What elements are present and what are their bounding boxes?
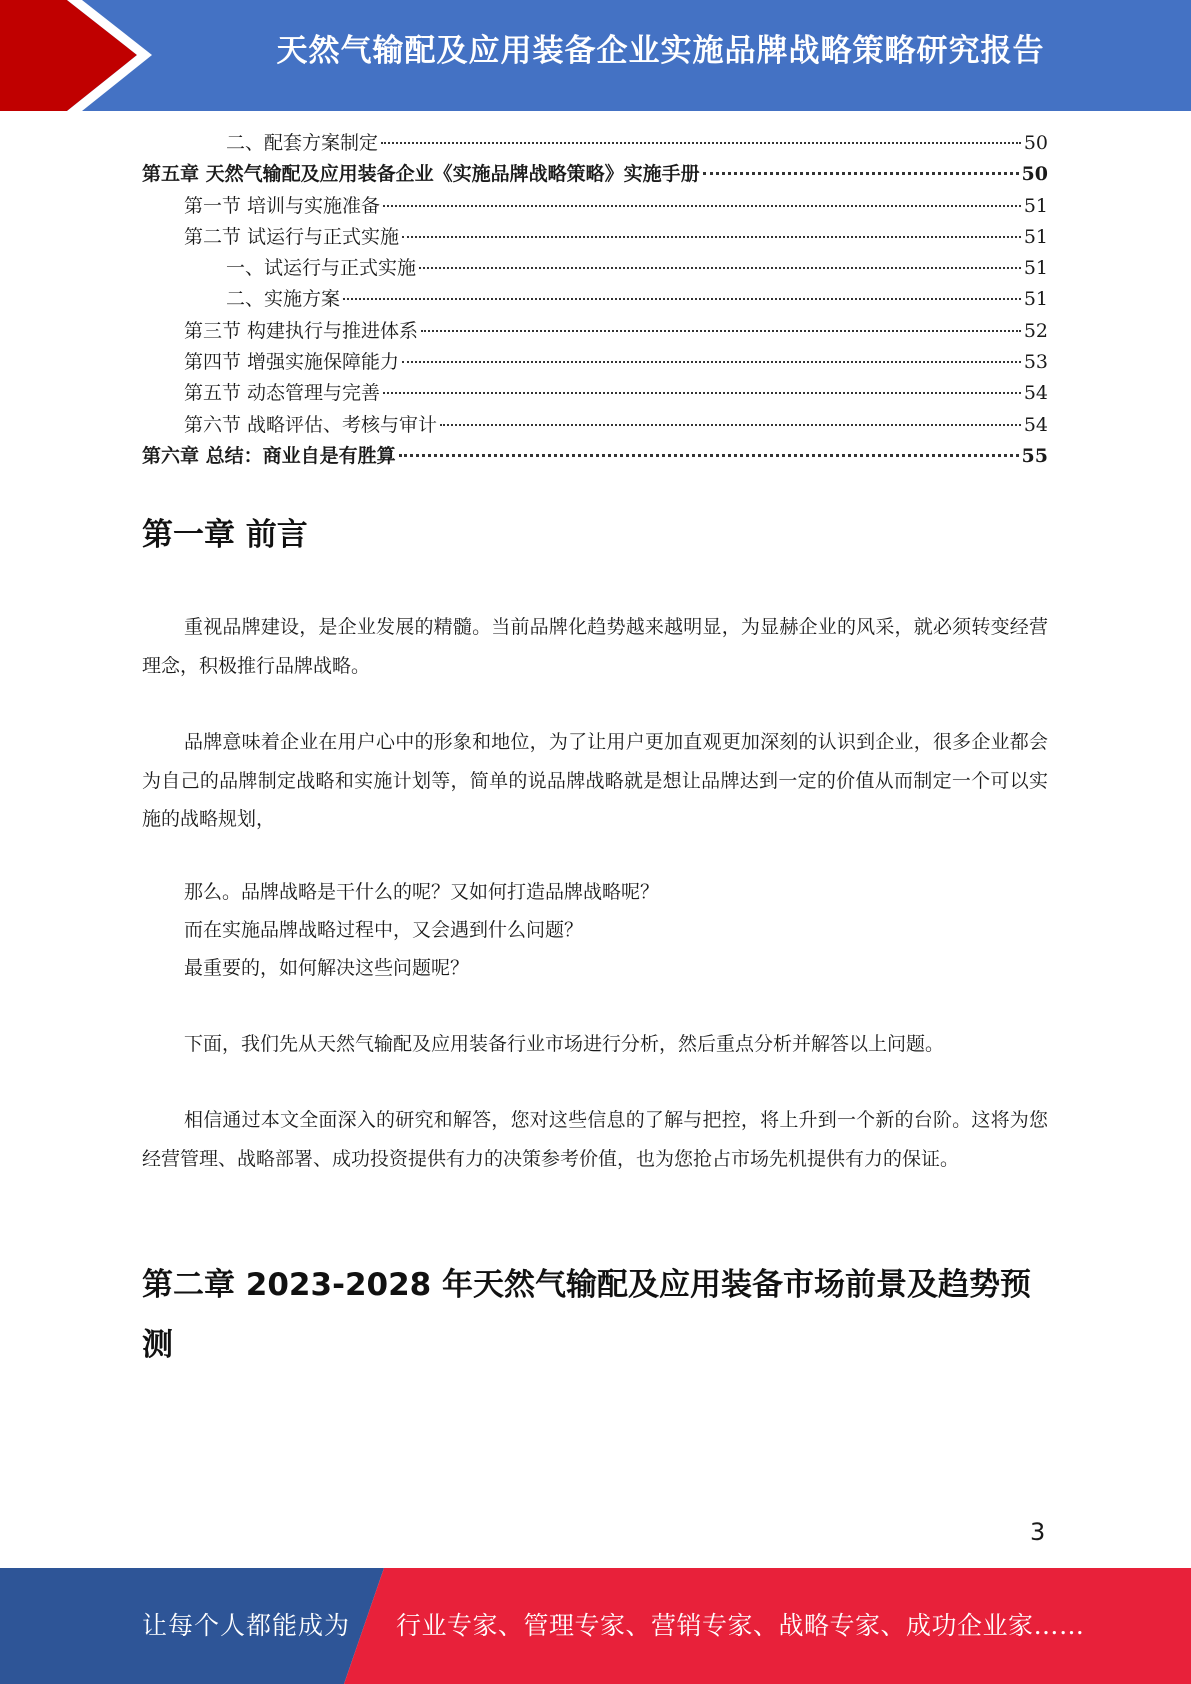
toc-entry[interactable] (142, 191, 1048, 222)
question-line: 最重要的，如何解决这些问题呢？ (184, 957, 470, 979)
toc-entry-title: 一、试运行与正式实施 (226, 257, 417, 280)
toc-entry[interactable] (142, 316, 1048, 347)
toc-entry[interactable] (142, 128, 1048, 159)
toc-entry-title: 二、实施方案 (226, 288, 341, 311)
page-number: 3 (1030, 1518, 1046, 1546)
toc-entry-page: 54 (1023, 413, 1048, 436)
toc-entry-page: 50 (1023, 132, 1048, 154)
footer-slogan-right: 行业专家、管理专家、营销专家、战略专家、成功企业家…… (396, 1611, 1085, 1640)
toc-entry-page: 51 (1023, 257, 1048, 280)
toc-entry-title: 第二节 试运行与正式实施 (184, 225, 400, 248)
toc-entry[interactable] (142, 378, 1048, 409)
toc-entry[interactable] (142, 253, 1048, 284)
toc-leader-dots (383, 205, 1021, 207)
toc-entry-title: 第一节 培训与实施准备 (184, 194, 381, 217)
body-paragraph: 相信通过本文全面深入的研究和解答，您对这些信息的了解与把控，将上升到一个新的台阶。这将为您经营管理、战略部署、成功投资提供有力的决策参考价值，也为您抢占市场先机提供有力的保证。 (142, 1109, 1048, 1170)
body-paragraph: 品牌意味着企业在用户心中的形象和地位，为了让用户更加直观更加深刻的认识到企业，很多企业都会为自己的品牌制定战略和实施计划等，简单的说品牌战略就是想让品牌达到一定的价值从而制定一个可以实施的战略规划， (142, 731, 1048, 830)
footer-slogan-left: 让每个人都能成为 (142, 1611, 351, 1640)
toc-entry[interactable] (142, 410, 1048, 441)
toc-leader-dots (419, 267, 1021, 269)
toc-leader-dots (440, 424, 1021, 426)
chapter-heading: 第一章 前言 (142, 517, 308, 553)
toc-leader-dots (421, 330, 1021, 332)
toc-entry-page: 51 (1023, 288, 1048, 311)
toc-entry[interactable] (142, 222, 1048, 253)
toc-leader-dots (399, 454, 1019, 457)
question-line: 那么。品牌战略是干什么的呢？又如何打造品牌战略呢？ (184, 881, 660, 903)
toc-entry[interactable] (142, 284, 1048, 315)
toc-entry-page: 50 (1021, 163, 1048, 186)
toc-entry-title: 第五节 动态管理与完善 (184, 382, 381, 405)
table-of-contents (142, 128, 1048, 472)
toc-leader-dots (343, 298, 1021, 300)
toc-entry[interactable] (142, 159, 1048, 190)
toc-entry-page: 54 (1023, 382, 1048, 405)
toc-leader-dots (383, 392, 1021, 394)
toc-leader-dots (402, 236, 1021, 238)
toc-entry-title: 第四节 增强实施保障能力 (184, 351, 400, 374)
toc-entry[interactable] (142, 441, 1048, 472)
toc-entry-page: 52 (1023, 319, 1048, 342)
body-paragraph: 重视品牌建设，是企业发展的精髓。当前品牌化趋势越来越明显，为显赫企业的风采，就必须转变经营理念，积极推行品牌战略。 (142, 616, 1048, 677)
toc-entry-title: 第六章 总结：商业自是有胜算 (142, 444, 396, 467)
toc-entry-title: 第三节 构建执行与推进体系 (184, 319, 419, 342)
chapter-heading-line: 第二章 2023-2028 年天然气输配及应用装备市场前景及趋势预 (142, 1267, 1032, 1303)
toc-entry-page: 55 (1021, 444, 1048, 467)
body-paragraph: 下面，我们先从天然气输配及应用装备行业市场进行分析，然后重点分析并解答以上问题。 (184, 1033, 945, 1055)
toc-entry-page: 53 (1023, 351, 1048, 374)
toc-entry-page: 51 (1023, 194, 1048, 217)
toc-leader-dots (381, 142, 1021, 144)
chapter-heading-line: 测 (142, 1327, 173, 1363)
page-header (0, 0, 1191, 111)
toc-entry-title: 第六节 战略评估、考核与审计 (184, 413, 438, 436)
toc-entry-title: 第五章 天然气输配及应用装备企业《实施品牌战略策略》实施手册 (142, 163, 700, 186)
report-title: 天然气输配及应用装备企业实施品牌战略策略研究报告 (276, 33, 1045, 69)
toc-entry[interactable] (142, 347, 1048, 378)
toc-entry-title: 二、配套方案制定 (226, 132, 379, 154)
toc-leader-dots (703, 172, 1019, 175)
toc-entry-page: 51 (1023, 225, 1048, 248)
toc-leader-dots (402, 361, 1021, 363)
question-line: 而在实施品牌战略过程中，又会遇到什么问题？ (184, 919, 584, 941)
chapter-heading (142, 1255, 1048, 1375)
page-footer (0, 1568, 1191, 1684)
